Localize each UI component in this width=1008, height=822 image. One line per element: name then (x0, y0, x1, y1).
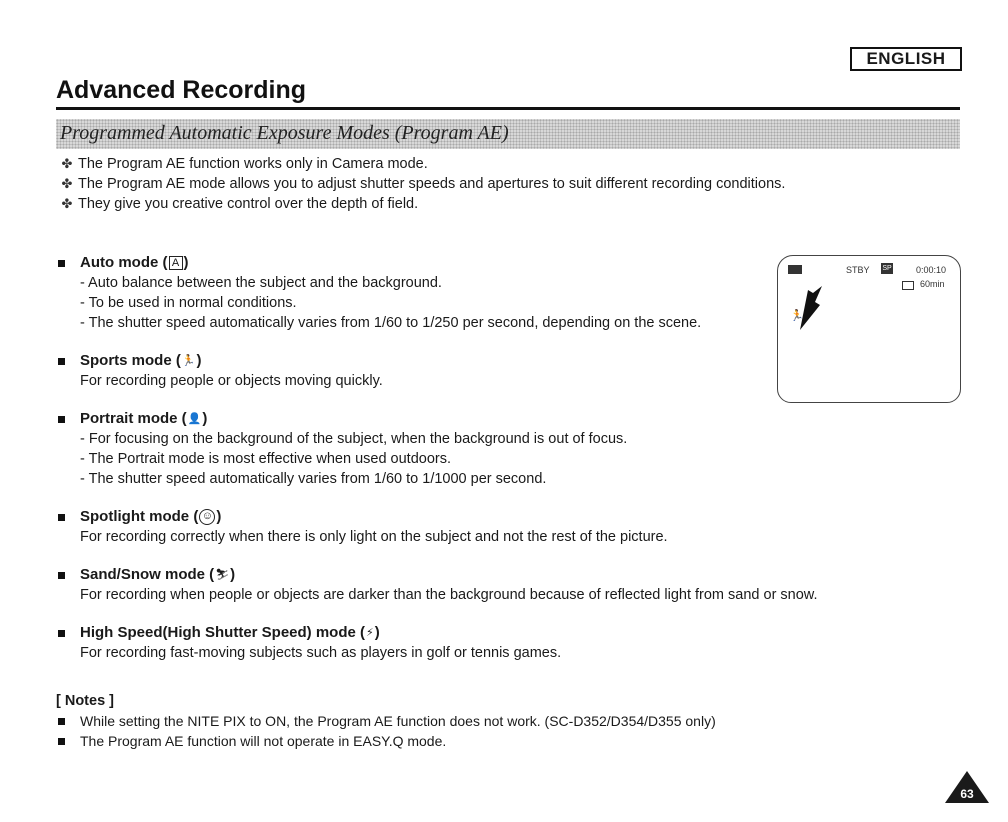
viewfinder-display (777, 255, 961, 403)
mode-description: - The shutter speed automatically varies from 1/60 to 1/1000 per second. (80, 471, 547, 487)
mode-description: For recording correctly when there is only light on the subject and not the rest of the picture. (80, 529, 668, 545)
clover-bullet-icon: ✤ (61, 196, 73, 211)
status-text: STBY (846, 265, 870, 275)
square-bullet-icon (58, 514, 65, 521)
clover-bullet-icon: ✤ (61, 176, 73, 191)
mode-sand-snow (56, 565, 818, 605)
mode-title-end: ) (216, 508, 222, 525)
square-bullet-icon (58, 738, 65, 745)
intro-item (56, 154, 936, 174)
square-bullet-icon (58, 572, 65, 579)
page-number: 63 (960, 787, 974, 801)
notes-title: [ Notes ] (56, 693, 114, 709)
mode-title: Spotlight mode ( (80, 508, 199, 525)
speed-badge: SP (882, 265, 892, 272)
square-bullet-icon (58, 358, 65, 365)
square-bullet-icon (58, 630, 65, 637)
intro-item (56, 194, 936, 214)
auto-mode-icon: A (169, 256, 183, 270)
note-item (56, 731, 936, 751)
section-heading: Programmed Automatic Exposure Modes (Program AE) (60, 122, 509, 144)
note-text: The Program AE function will not operate in EASY.Q mode. (80, 733, 447, 749)
intro-item (56, 174, 936, 194)
timecode: 0:00:10 (916, 265, 947, 275)
clover-bullet-icon: ✤ (61, 156, 73, 171)
page-title: Advanced Recording (56, 76, 307, 104)
mode-title-end: ) (196, 352, 202, 369)
sports-icon: 🏃 (790, 310, 804, 322)
mode-title-end: ) (230, 566, 236, 583)
intro-text: The Program AE function works only in Camera mode. (78, 156, 428, 172)
note-item (56, 711, 936, 731)
mode-list (56, 253, 818, 681)
mode-title: Sports mode ( (80, 352, 181, 369)
sand-snow-mode-icon: ⛷ (215, 568, 230, 581)
mode-title-end: ) (374, 624, 380, 641)
mode-description: - Auto balance between the subject and the background. (80, 275, 442, 291)
mode-title-end: ) (202, 410, 208, 427)
mode-description: For recording people or objects moving quickly. (80, 373, 383, 389)
mode-spotlight (56, 507, 776, 547)
note-text: While setting the NITE PIX to ON, the Program AE function does not work. (SC-D352/D354/D355 only) (80, 713, 716, 729)
language-badge: ENGLISH (850, 47, 962, 71)
mode-high-speed (56, 623, 776, 663)
mode-title-end: ) (183, 254, 189, 271)
high-speed-mode-icon: ⚡ (366, 626, 374, 639)
square-bullet-icon (58, 416, 65, 423)
mode-portrait (56, 409, 776, 489)
intro-text: They give you creative control over the depth of field. (78, 196, 419, 212)
mode-auto (56, 253, 776, 333)
intro-list (56, 154, 936, 214)
title-divider (56, 107, 960, 110)
page-number-badge (944, 770, 990, 804)
mode-description: For recording fast-moving subjects such as players in golf or tennis games. (80, 645, 562, 661)
square-bullet-icon (58, 260, 65, 267)
notes-section (56, 692, 936, 751)
intro-text: The Program AE mode allows you to adjust shutter speeds and apertures to suit different recording conditions. (78, 176, 786, 192)
mode-description: - To be used in normal conditions. (80, 295, 297, 311)
mode-description: - The Portrait mode is most effective when used outdoors. (80, 451, 452, 467)
mode-description: For recording when people or objects are darker than the background because of reflected light from sand or snow. (80, 587, 818, 603)
mode-description: - The shutter speed automatically varies from 1/60 to 1/250 per second, depending on the scene. (80, 315, 702, 331)
mode-title: Sand/Snow mode ( (80, 566, 215, 583)
mode-description: - For focusing on the background of the subject, when the background is out of focus. (80, 431, 628, 447)
section-banner (56, 119, 960, 149)
pointer-arrow-icon (778, 256, 960, 402)
spotlight-mode-icon: ☺ (199, 509, 215, 525)
mode-sports (56, 351, 776, 391)
square-bullet-icon (58, 718, 65, 725)
portrait-mode-icon: 👤 (187, 412, 202, 425)
mode-title: Portrait mode ( (80, 410, 187, 427)
mode-title: High Speed(High Shutter Speed) mode ( (80, 624, 366, 641)
remaining-time: 60min (920, 279, 945, 289)
mode-title: Auto mode ( (80, 254, 168, 271)
sports-mode-icon: 🏃 (181, 354, 196, 367)
